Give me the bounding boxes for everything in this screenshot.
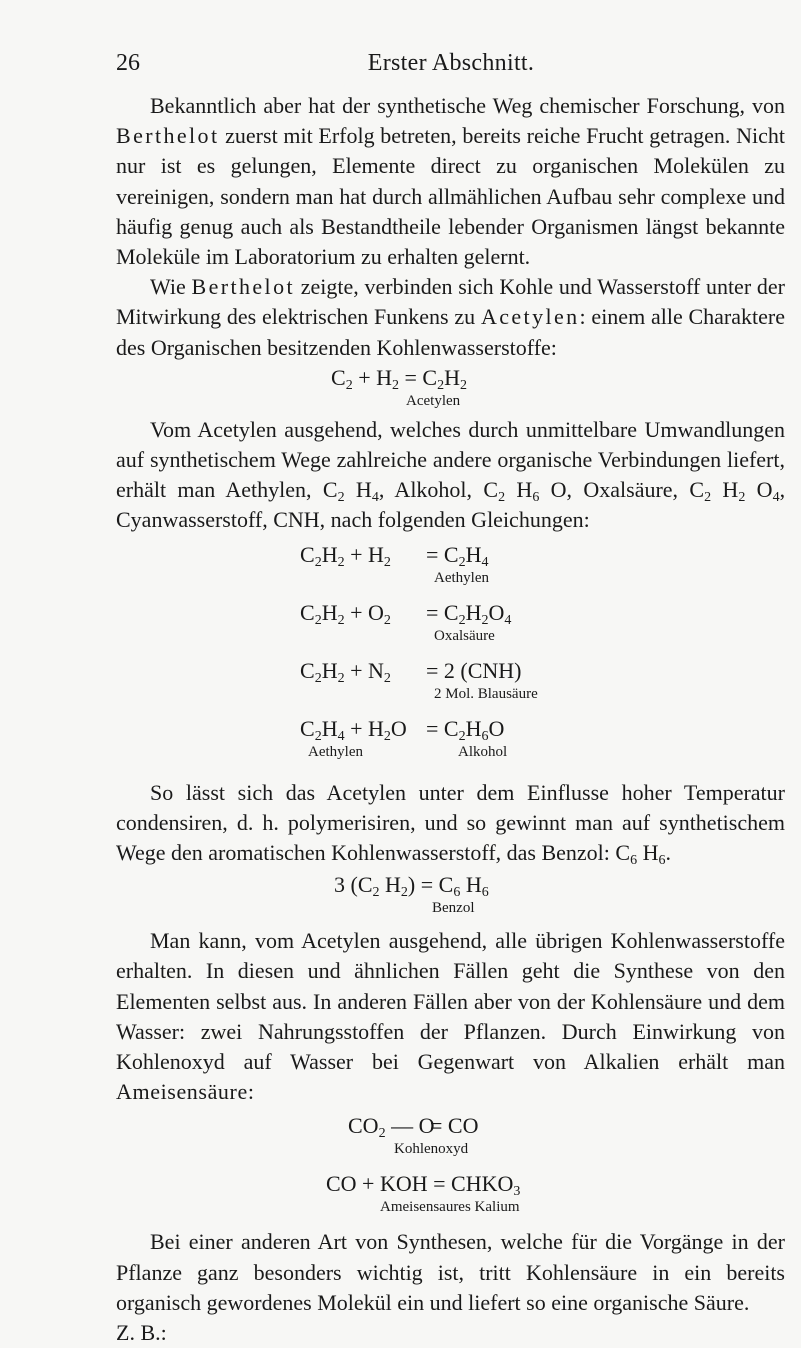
equation-label: Acetylen [406, 392, 461, 409]
paragraph-5: Man kann, vom Acetylen ausgehend, alle übrigen Kohlenwasserstoffe erhalten. In diesen und ähnlichen Fällen geht die Synthese von den Elementen selbst aus. In anderen Fällen aber von der Kohlensäure und dem Wasser: zwei Nahrungsstoffen der Pflanzen. Durch Einwirkung von Kohlenoxyd auf Wasser bei Gegenwart von Alkalien erhält man Ameisensäure: [116, 928, 785, 1105]
term-acetylen: Acetylen [480, 304, 580, 330]
page-header [116, 50, 786, 84]
paragraph-3: Vom Acetylen ausgehend, welches durch unmittelbare Umwandlungen auf synthetischem Wege zahlreiche andere organische Verbindungen liefert, erhält man Aethylen, $C_2$ $H_4$, Alkohol, $C_2$ $H_6$ O, Oxalsäure, $C_2$ $H_2$ $O_4$, Cyanwasserstoff, CNH, nach folgenden Gleichungen: [116, 416, 786, 533]
equation-block: $C_2H_2 + H_2$ = $C_2H_4$ Aethylen $C_2H_2 + O_2$ = $C_2H_2O_4$ Oxalsäure $C_2H_2 + N_2$ = 2 (CNH) 2 Mol. Blausäure $C_2H_4 + H_2O$ = $C_2H_6O$ Aethylen Alkohol [300, 541, 538, 760]
equation-label: Oxalsäure [434, 627, 495, 644]
paragraph-4: So lässt sich das Acetylen unter dem Einflusse hoher Temperatur condensiren, d. h. polymerisiren, und so gewinnt man auf synthetischem Wege den aromatischen Kohlenwasserstoff, das Benzol: $C_6$ $H_6$. [116, 779, 785, 869]
page-number: 26 [116, 50, 140, 76]
body-text [116, 91, 785, 1348]
author-name: Berthelot [191, 274, 295, 300]
equation-label: 2 Mol. Blausäure [434, 685, 538, 702]
equation-label: Kohlenoxyd [394, 1141, 469, 1158]
equation-block-2: $CO_2$ — O = CO Kohlenoxyd CO + KOH = $CHKO_3$ Ameisensaures Kalium [326, 1113, 521, 1216]
equation-aethylen: $C_2H_2 + H_2$ [300, 541, 391, 570]
equation-alkohol: $C_2H_4 + H_2O$ [300, 715, 407, 744]
equation-label: Aethylen [434, 569, 489, 586]
paragraph-1: Bekanntlich aber hat der synthetische Weg chemischer Forschung, von Berthelot zuerst mit Erfolg betreten, bereits reiche Frucht getragen. Nicht nur ist es gelungen, Elemente direct zu organischen Molekülen zu vereinigen, sondern man hat durch allmählichen Aufbau sehr complexe und häufig genug auch als Bestandtheile lebender Organismen längst bekannte Moleküle im Laboratorium zu erhalten gelernt. [116, 93, 785, 270]
equation-label: Ameisensaures Kalium [380, 1199, 520, 1216]
paragraph-6: Bei einer anderen Art von Synthesen, welche für die Vorgänge in der Pflanze ganz besonders wichtig ist, tritt Kohlensäure in ein bereits organisch gewordenes Molekül ein und liefert so eine organische Säure. [116, 1229, 785, 1315]
equation-ameisensaures-kalium: CO + KOH = $CHKO_3$ [326, 1171, 521, 1200]
equation-label: Aethylen [308, 743, 363, 760]
equation-acetylen: $C_2 + H_2 = C_2H_2$ Acetylen [331, 364, 467, 409]
equation-label: Alkohol [458, 743, 508, 760]
author-name: Berthelot [116, 123, 220, 149]
term-ameisensaeure: Ameisensäure: [116, 1079, 255, 1105]
paragraph-6-end: Z. B.: [116, 1320, 167, 1346]
equation-label: Benzol [432, 900, 475, 917]
equation-kohlenoxyd: $CO_2$ — O [348, 1113, 435, 1142]
equation-benzol: 3 ($C_2$ $H_2) = C_6$ $H_6$ Benzol [334, 872, 489, 917]
equation-oxalsaeure: $C_2H_2 + O_2$ [300, 599, 391, 628]
equation-blausaeure: $C_2H_2 + N_2$ [300, 657, 391, 686]
running-title: Erster Abschnitt. [367, 50, 535, 76]
paragraph-2: Wie Berthelot zeigte, verbinden sich Kohle und Wasserstoff unter der Mitwirkung des elektrischen Funkens zu Acetylen: einem alle Charaktere des Organischen besitzenden Kohlenwasserstoffe: [116, 274, 785, 360]
